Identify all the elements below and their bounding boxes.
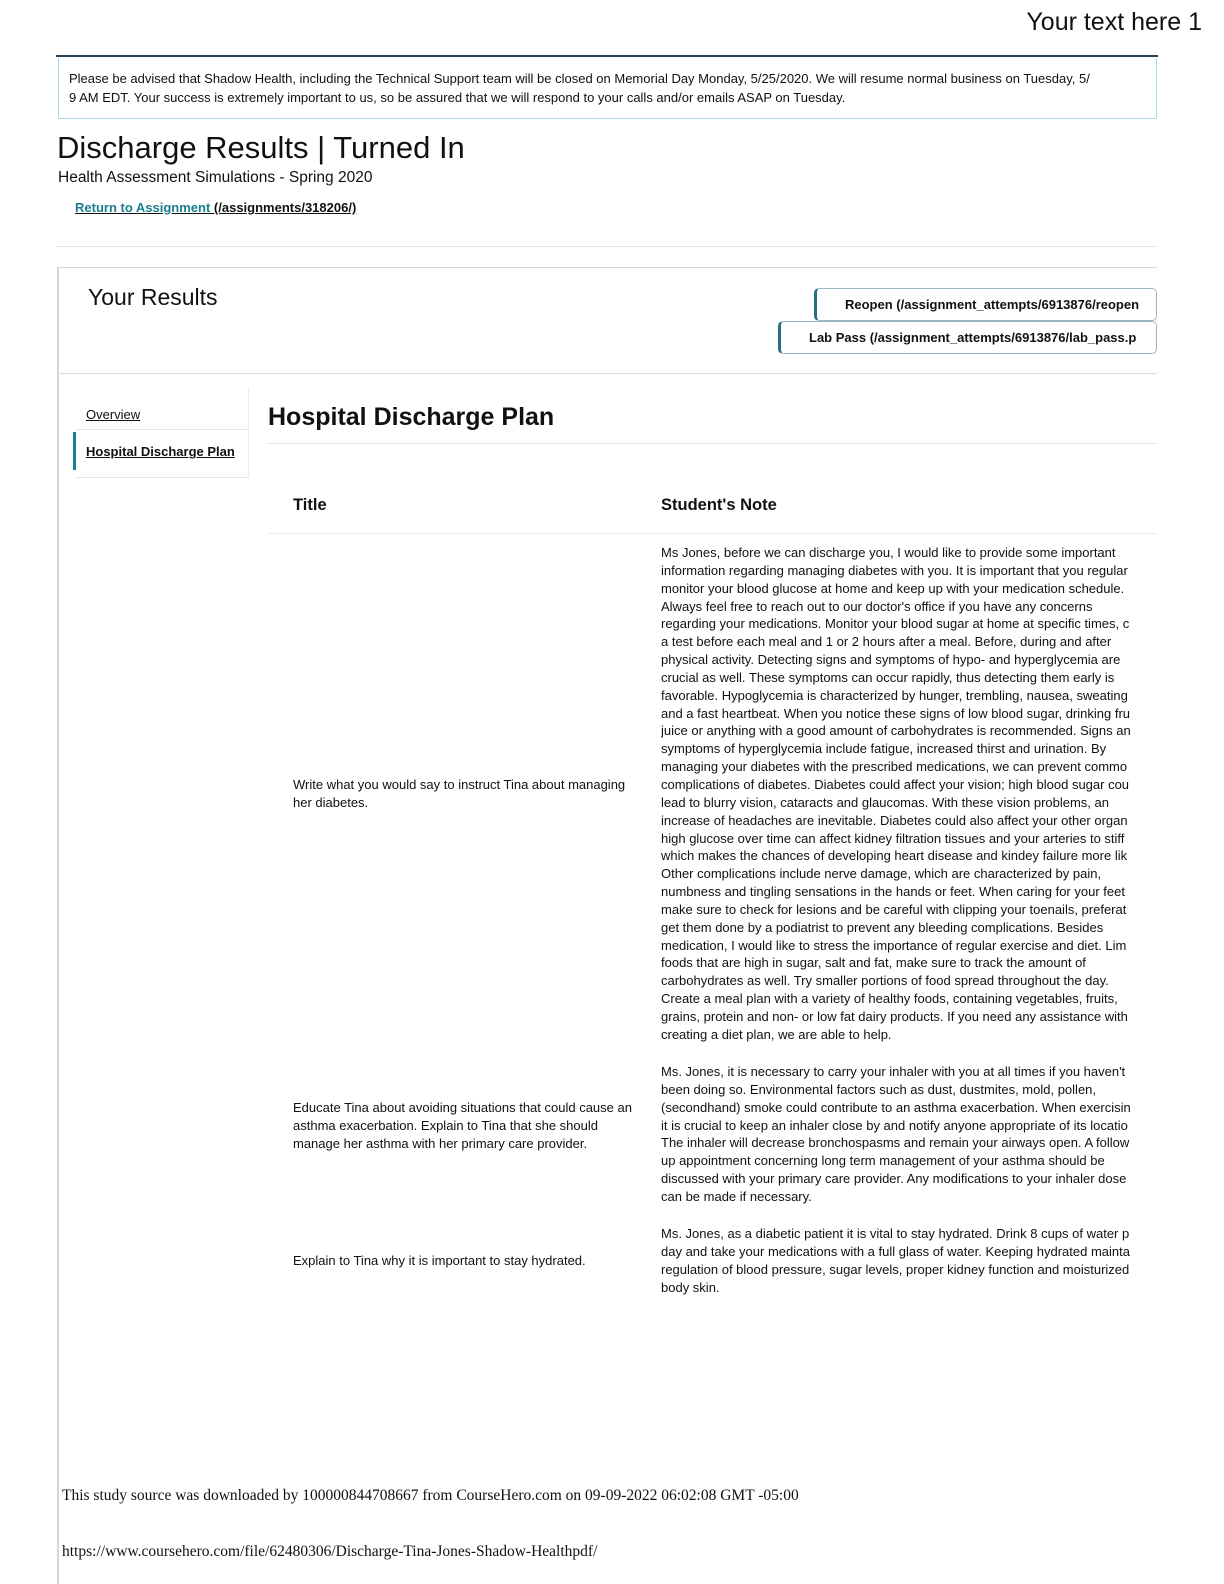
note-line: day and take your medications with a full glass of water. Keeping hydrated mainta bbox=[661, 1243, 1130, 1259]
page-title: Discharge Results | Turned In bbox=[57, 130, 465, 165]
note-line: symptoms of hyperglycemia include fatigue, increased thirst and urination. By bbox=[661, 741, 1107, 757]
row-1-title: Write what you would say to instruct Tina about managing her diabetes. bbox=[293, 777, 626, 810]
note-line: complications of diabetes. Diabetes could affect your vision; high blood sugar cou bbox=[661, 776, 1130, 792]
note-line: juice or anything with a good amount of carbohydrates is recommended. Signs an bbox=[661, 723, 1131, 739]
note-line: carbohydrates as well. Try smaller portions of food spread throughout the day. bbox=[661, 973, 1109, 989]
note-line: lead to blurry vision, cataracts and glaucomas. With these vision problems, an bbox=[661, 794, 1109, 810]
note-line: up appointment concerning long term management of your asthma should be bbox=[661, 1153, 1105, 1169]
nav-vertical-rule bbox=[248, 388, 249, 478]
note-line: numbness and tingling sensations in the hands or feet. When caring for your feet bbox=[661, 884, 1125, 900]
note-line: (secondhand) smoke could contribute to an asthma exacerbation. When exercisin bbox=[661, 1099, 1131, 1115]
top-rule bbox=[56, 55, 1158, 57]
note-line: physical activity. Detecting signs and symptoms of hypo- and hyperglycemia are bbox=[661, 652, 1121, 668]
footer-source-line: This study source was downloaded by 100000844708667 from CourseHero.com on 09-09-2022 06:02:08 GMT -05:00 bbox=[62, 1487, 799, 1504]
nav-item-overview[interactable]: Overview bbox=[86, 407, 141, 422]
table-header-rule bbox=[268, 533, 1157, 534]
note-line: high glucose over time can affect kidney filtration tissues and your arteries to stiff bbox=[661, 830, 1125, 846]
nav-separator bbox=[76, 477, 248, 478]
note-line: regulation of blood pressure, sugar levels, proper kidney function and moisturized bbox=[661, 1261, 1130, 1277]
note-line: can be made if necessary. bbox=[661, 1188, 812, 1204]
note-line: a test before each meal and 1 or 2 hours after a meal. Before, during and after bbox=[661, 634, 1112, 650]
note-line: been doing so. Environmental factors such as dust, dustmites, mold, pollen, bbox=[661, 1081, 1097, 1097]
note-line: it is crucial to keep an inhaler close by and notify anyone appropriate of its locatio bbox=[661, 1117, 1128, 1133]
note-line: get them done by a podiatrist to prevent any bleeding complications. Besides bbox=[661, 919, 1104, 935]
row-3-title: Explain to Tina why it is important to stay hydrated. bbox=[293, 1253, 586, 1268]
note-line: Ms Jones, before we can discharge you, I would like to provide some important bbox=[661, 545, 1116, 560]
note-line: medication, I would like to stress the importance of regular exercise and diet. Lim bbox=[661, 937, 1127, 953]
return-link-label: Return to Assignment bbox=[75, 200, 214, 215]
note-line: creating a diet plan, we are able to help. bbox=[661, 1026, 892, 1042]
note-line: increase of headaches are inevitable. Diabetes could also affect your other organ bbox=[661, 812, 1128, 828]
lab-pass-button[interactable]: Lab Pass (/assignment_attempts/6913876/lab_pass.p bbox=[778, 321, 1157, 354]
note-line: make sure to check for lesions and be careful with clipping your toenails, preferat bbox=[661, 901, 1127, 917]
reopen-button[interactable]: Reopen (/assignment_attempts/6913876/reopen bbox=[814, 288, 1157, 321]
row-2-title: Educate Tina about avoiding situations that could cause an asthma exacerbation. Explain to Tina that she should manage her asthma with her primary care provider. bbox=[293, 1100, 632, 1151]
nav-item-hospital-discharge-plan[interactable]: Hospital Discharge Plan bbox=[86, 444, 235, 459]
note-line: monitor your blood glucose at home and keep up with your medication schedule. bbox=[661, 580, 1125, 596]
row-1-note bbox=[661, 544, 1157, 1044]
row-3-note bbox=[661, 1225, 1157, 1296]
note-line: managing your diabetes with the prescribed medications, we can prevent commo bbox=[661, 759, 1128, 775]
note-line: grains, protein and non- or low fat dairy products. If you need any assistance with bbox=[661, 1008, 1128, 1024]
notice-line-1: Please be advised that Shadow Health, including the Technical Support team will be closed on Memorial Day Monday, 5/25/2020. We will resume normal business on Tuesday, 5/ bbox=[69, 71, 1090, 86]
nav-active-indicator bbox=[73, 432, 76, 470]
results-header-rule bbox=[58, 373, 1157, 374]
note-line: foods that are high in sugar, salt and fat, make sure to track the amount of bbox=[661, 955, 1086, 971]
footer-url: https://www.coursehero.com/file/62480306/Discharge-Tina-Jones-Shadow-Healthpdf/ bbox=[62, 1543, 598, 1560]
return-link-url: (/assignments/318206/) bbox=[213, 200, 357, 215]
notice-line-2: 9 AM EDT. Your success is extremely important to us, so be assured that we will respond to your calls and/or emails ASAP on Tuesday. bbox=[69, 90, 846, 105]
row-2-note bbox=[661, 1063, 1157, 1206]
results-title: Your Results bbox=[88, 284, 218, 310]
note-line: Always feel free to reach out to our doctor's office if you have any concerns bbox=[661, 598, 1093, 614]
note-line: Other complications include nerve damage, which are characterized by pain, bbox=[661, 866, 1102, 882]
note-line: Ms. Jones, it is necessary to carry your inhaler with you at all times if you haven't bbox=[661, 1064, 1126, 1079]
nav-separator bbox=[76, 429, 248, 430]
note-line: body skin. bbox=[661, 1279, 720, 1295]
note-line: discussed with your primary care provider. Any modifications to your inhaler dose bbox=[661, 1171, 1127, 1187]
note-line: and a fast heartbeat. When you notice these signs of low blood sugar, drinking fru bbox=[661, 705, 1131, 721]
note-line: The inhaler will decrease bronchospasms and remain your airways open. A follow bbox=[661, 1135, 1130, 1151]
closure-notice bbox=[58, 58, 1157, 119]
section-rule bbox=[268, 443, 1157, 444]
column-header-title: Title bbox=[293, 496, 327, 514]
note-line: regarding your medications. Monitor your blood sugar at home at specific times, c bbox=[661, 616, 1130, 632]
page-subtitle: Health Assessment Simulations - Spring 2020 bbox=[58, 169, 373, 186]
section-title: Hospital Discharge Plan bbox=[268, 403, 555, 431]
page-header-text: Your text here 1 bbox=[1026, 8, 1202, 36]
note-line: which makes the chances of developing heart disease and kindey failure more lik bbox=[661, 848, 1128, 864]
return-to-assignment-link[interactable] bbox=[75, 200, 356, 215]
column-header-student-note: Student's Note bbox=[661, 496, 777, 514]
note-line: favorable. Hypoglycemia is characterized by hunger, trembling, nausea, sweating bbox=[661, 687, 1128, 703]
header-divider bbox=[57, 246, 1157, 247]
note-line: Ms. Jones, as a diabetic patient it is vital to stay hydrated. Drink 8 cups of water p bbox=[661, 1226, 1130, 1241]
note-line: crucial as well. These symptoms can occur rapidly, thus detecting them early is bbox=[661, 669, 1115, 685]
note-line: Create a meal plan with a variety of healthy foods, containing vegetables, fruits, bbox=[661, 991, 1118, 1007]
note-line: information regarding managing diabetes with you. It is important that you regular bbox=[661, 562, 1128, 578]
